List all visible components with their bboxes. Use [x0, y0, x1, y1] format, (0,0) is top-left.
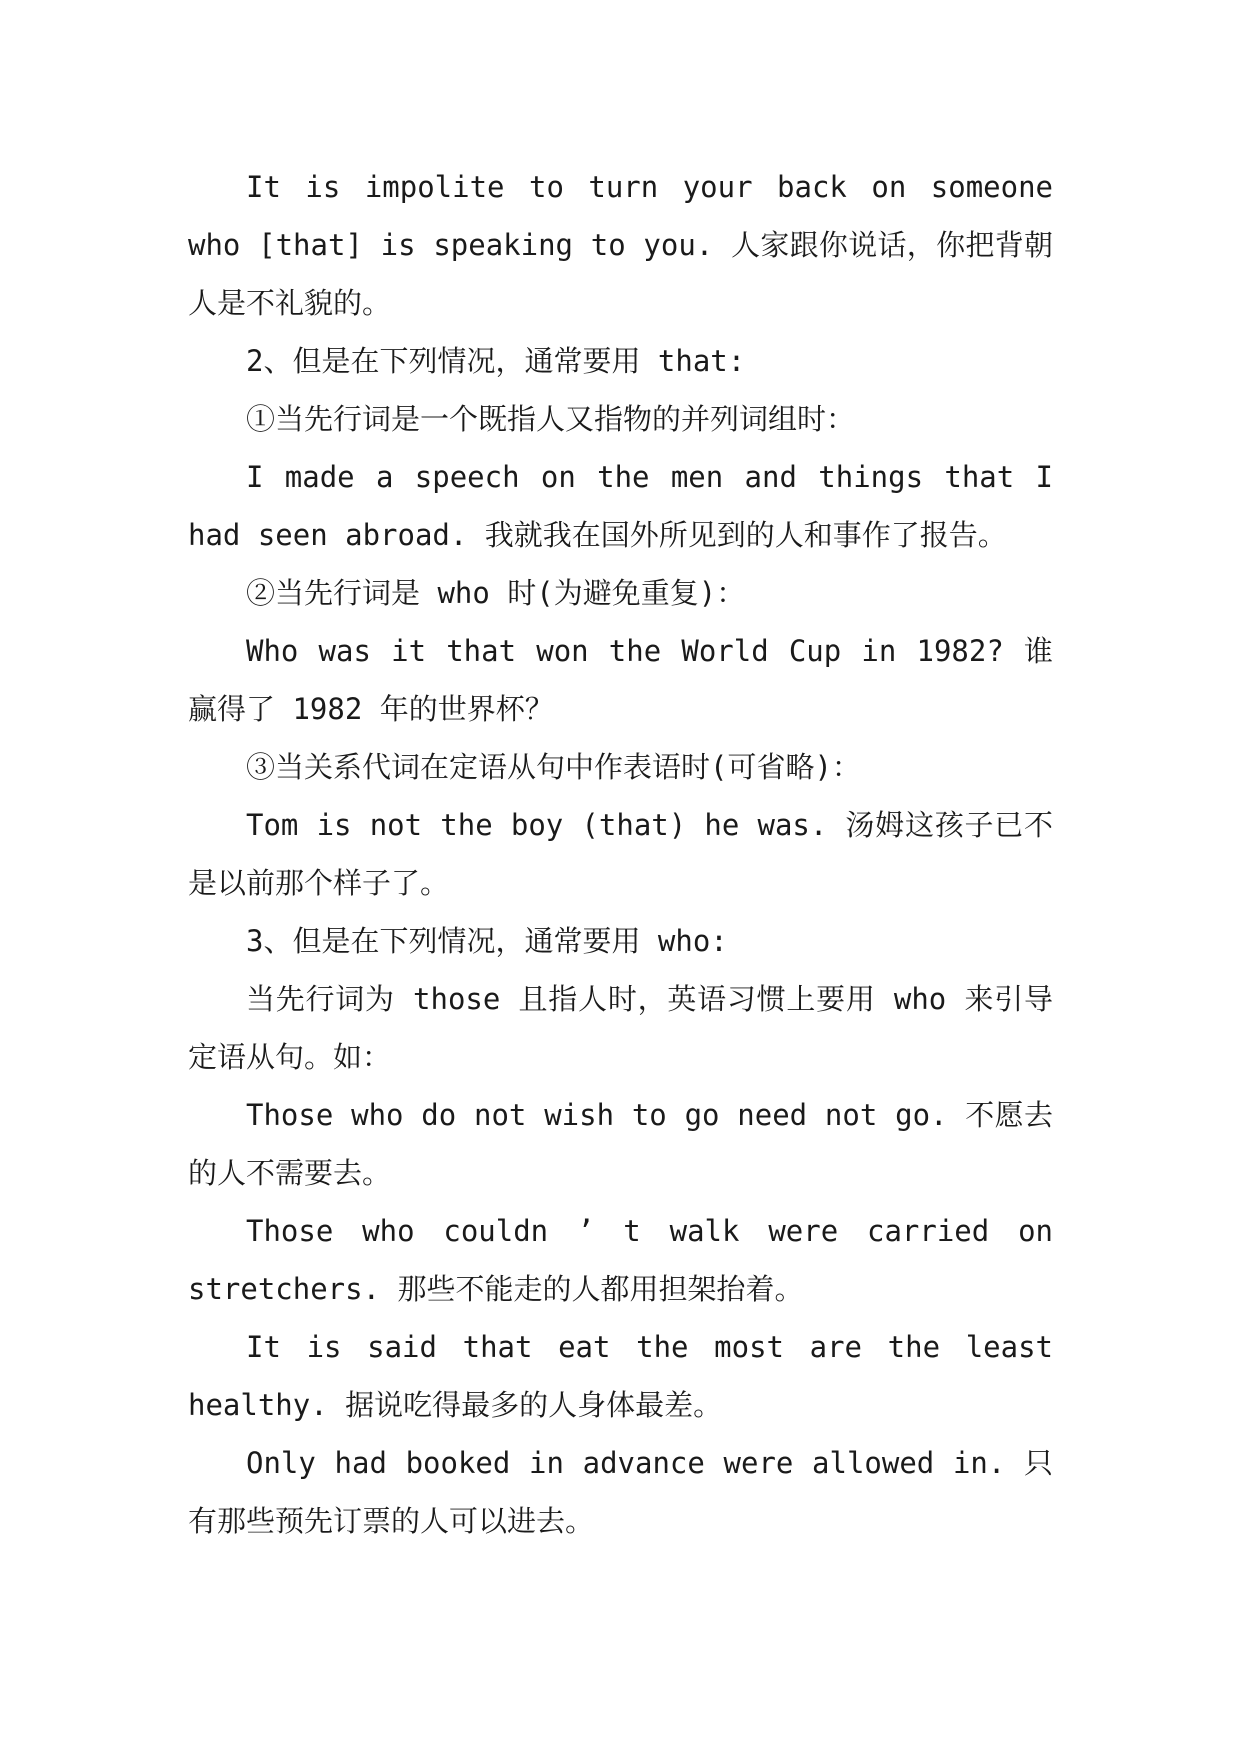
paragraph-rule-2-case-3: ③当关系代词在定语从句中作表语时(可省略)：: [246, 750, 861, 784]
paragraph-example-world-cup: Who was it that won the World Cup in 1982? 谁赢得了 1982 年的世界杯？: [188, 634, 1053, 726]
paragraph-example-tom: Tom is not the boy (that) he was. 汤姆这孩子已不是以前那个样子了。: [188, 808, 1053, 900]
paragraph-example-impolite: It is impolite to turn your back on someone who [that] is speaking to you. 人家跟你说话，你把背朝人是不礼貌的。: [188, 170, 1053, 320]
paragraph-example-stretchers: Those who couldn ’ t walk were carried on stretchers. 那些不能走的人都用担架抬着。: [188, 1214, 1053, 1306]
paragraph-rule-3-explanation: 当先行词为 those 且指人时，英语习惯上要用 who 来引导定语从句。如：: [188, 982, 1053, 1074]
paragraph-example-speech: I made a speech on the men and things that I had seen abroad. 我就我在国外所见到的人和事作了报告。: [188, 460, 1053, 552]
paragraph-example-those-who: Those who do not wish to go need not go. 不愿去的人不需要去。: [188, 1098, 1053, 1190]
paragraph-rule-2-heading: 2、但是在下列情况，通常要用 that:: [246, 344, 746, 378]
document-body: [188, 158, 1053, 1550]
paragraph-example-booked: Only had booked in advance were allowed in. 只有那些预先订票的人可以进去。: [188, 1446, 1053, 1538]
paragraph-example-healthy: It is said that eat the most are the least healthy. 据说吃得最多的人身体最差。: [188, 1330, 1053, 1422]
paragraph-rule-3-heading: 3、但是在下列情况，通常要用 who:: [246, 924, 728, 958]
paragraph-rule-2-case-2: ②当先行词是 who 时(为避免重复)：: [246, 576, 746, 610]
paragraph-rule-2-case-1: ①当先行词是一个既指人又指物的并列词组时：: [246, 402, 856, 436]
